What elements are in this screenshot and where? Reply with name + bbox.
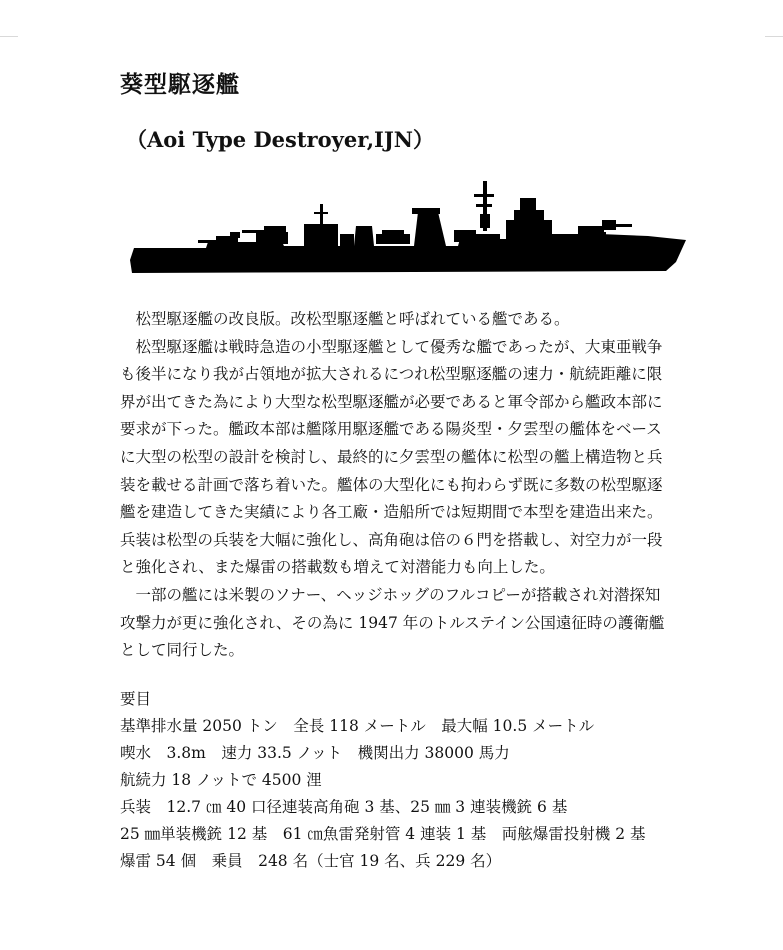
spec-line: 25 ㎜単装機銃 12 基 61 ㎝魚雷発射管 4 連装 1 基 両舷爆雷投射機 2 基 xyxy=(120,825,646,843)
specifications xyxy=(120,686,680,875)
page-corner-mark-right xyxy=(765,36,783,37)
spec-line: 兵装 12.7 ㎝ 40 口径連装高角砲 3 基、25 ㎜ 3 連装機銃 6 基 xyxy=(120,798,568,816)
page-title: 葵型駆逐艦 xyxy=(120,71,240,98)
fore-funnel xyxy=(414,212,446,246)
destroyer-silhouette xyxy=(128,176,690,280)
aft-funnel xyxy=(354,226,374,246)
paragraph: 松型駆逐艦は戦時急造の小型駆逐艦として優秀な艦であったが、大東亜戦争も後半になり我が占領地が拡大されるにつれ松型駆逐艦の速力・航続距離に限界が出てきた為により大型な松型駆逐艦が必要であると軍令部から艦政本部に要求が下った。艦政本部は艦隊用駆逐艦である陽炎型・夕雲型の艦体をベースに大型の松型の設計を検討し、最終的に夕雲型の艦体に松型の艦上構造物と兵装を載せる計画で落ち着いた。艦体の大型化にも拘わらず既に多数の松型駆逐艦を建造してきた実績により各工廠・造船所では短期間で本型を建造出来た。兵装は松型の兵装を大幅に強化し、高角砲は倍の６門を搭載し、対空力が一段と強化され、また爆雷の搭載数も増えて対潜能力も向上した。 xyxy=(120,337,663,577)
description-body xyxy=(120,306,665,665)
specs-heading: 要目 xyxy=(120,690,152,708)
twin-gun-mount xyxy=(264,226,286,236)
paragraph: 松型駆逐艦の改良版。改松型駆逐艦と呼ばれている艦である。 xyxy=(135,310,570,328)
paragraph: 一部の艦には米製のソナー、ヘッジホッグのフルコピーが搭載され対潜探知攻撃力が更に強化され、その為に 1947 年のトルステイン公国遠征時の護衛艦として同行した。 xyxy=(120,585,665,660)
page-subtitle: （Aoi Type Destroyer,IJN） xyxy=(126,127,434,152)
torpedo-tubes xyxy=(376,234,410,244)
bridge-superstructure xyxy=(506,220,552,242)
page-corner-mark-left xyxy=(0,36,18,37)
spec-line: 航続力 18 ノットで 4500 浬 xyxy=(120,771,322,789)
spec-line: 基準排水量 2050 トン 全長 118 メートル 最大幅 10.5 メートル xyxy=(120,717,595,735)
spec-line: 喫水 3.8m 速力 33.5 ノット 機関出力 38000 馬力 xyxy=(120,744,510,762)
spec-line: 爆雷 54 個 乗員 248 名（士官 19 名、兵 229 名） xyxy=(120,852,502,870)
